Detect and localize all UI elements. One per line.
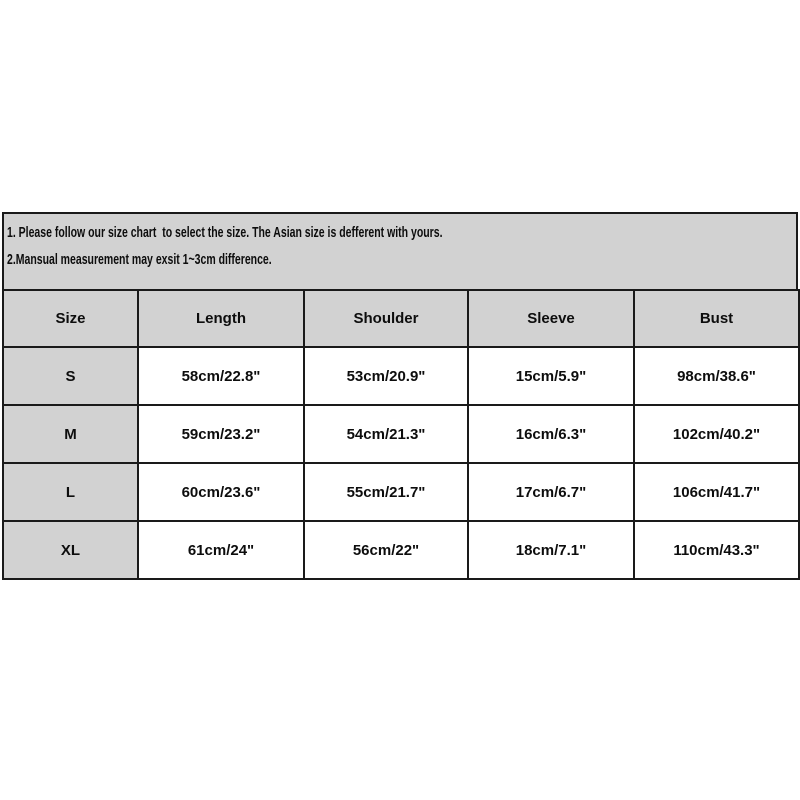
size-chart-table [2, 289, 800, 580]
measurement-cell: 110cm/43.3" [634, 521, 799, 579]
measurement-cell: 106cm/41.7" [634, 463, 799, 521]
measurement-cell: 102cm/40.2" [634, 405, 799, 463]
header-cell-size: Size [3, 290, 138, 347]
measurement-cell: 56cm/22" [304, 521, 468, 579]
header-cell-bust: Bust [634, 290, 799, 347]
measurement-cell: 60cm/23.6" [138, 463, 304, 521]
size-label-cell: S [3, 347, 138, 405]
size-chart-content [2, 212, 798, 580]
header-cell-length: Length [138, 290, 304, 347]
table-row-xl [3, 521, 799, 579]
header-row [3, 290, 799, 347]
note-line-2: 2.Mansual measurement may exsit 1~3cm difference. [7, 251, 272, 268]
size-table-body [3, 347, 799, 579]
measurement-cell: 54cm/21.3" [304, 405, 468, 463]
measurement-cell: 16cm/6.3" [468, 405, 634, 463]
measurement-cell: 15cm/5.9" [468, 347, 634, 405]
measurement-cell: 55cm/21.7" [304, 463, 468, 521]
table-row-s [3, 347, 799, 405]
measurement-cell: 53cm/20.9" [304, 347, 468, 405]
size-label-cell: L [3, 463, 138, 521]
measurement-cell: 18cm/7.1" [468, 521, 634, 579]
table-row-m [3, 405, 799, 463]
header-cell-sleeve: Sleeve [468, 290, 634, 347]
size-notes-box [2, 212, 798, 291]
size-label-cell: M [3, 405, 138, 463]
measurement-cell: 17cm/6.7" [468, 463, 634, 521]
measurement-cell: 59cm/23.2" [138, 405, 304, 463]
table-row-l [3, 463, 799, 521]
header-cell-shoulder: Shoulder [304, 290, 468, 347]
measurement-cell: 61cm/24" [138, 521, 304, 579]
size-table-header [3, 290, 799, 347]
size-label-cell: XL [3, 521, 138, 579]
measurement-cell: 58cm/22.8" [138, 347, 304, 405]
measurement-cell: 98cm/38.6" [634, 347, 799, 405]
note-line-1: 1. Please follow our size chart to select the size. The Asian size is defferent with yours. [7, 224, 443, 241]
